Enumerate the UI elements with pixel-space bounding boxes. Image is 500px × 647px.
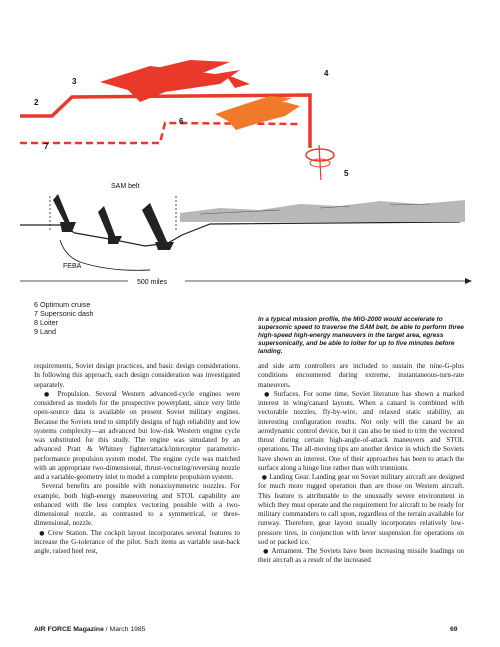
legend-item: 7 Supersonic dash <box>34 309 94 318</box>
legend <box>34 300 94 336</box>
figure-caption: In a typical mission profile, the MiG-2000 would accelerate to supersonic speed to traverse the SAM belt, be able to perform three high-speed high-energy maneuvers in the target area, egress supersonically, and be able to loiter for up to five minutes before landing. <box>258 316 464 355</box>
paragraph: ● Crew Station. The cockpit layout incorporates several features to increase the G-tolerance of the pilot. Such items as variable seat-back angle, raised heel rest, <box>34 528 240 555</box>
distance-label: 500 miles <box>137 279 167 286</box>
paragraph: ● Propulsion. Several Western advanced-cycle engines were considered as models for the prospective powerplant, since very little open-source data is available on present Soviet military engines. Because the Soviets tend to simplify designs of high reliability and low systems complexity—an advanced but low-risk Western engine cycle was substituted for this study. The engine was simulated by an advanced Pratt & Whitney fighter/attack/interceptor parametric-performance propulsion system model. The engine cycle was matched with an appropriate two-dimensional, thrust-vectoring/reversing nozzle and a variable-geometry inlet to model a complete propulsion system. <box>34 389 240 481</box>
paragraph: requirements, Soviet design practices, and basic design considerations. In following this approach, each design consideration was investigated separately. <box>34 362 240 389</box>
sam-launchers <box>53 194 174 250</box>
bullet-icon: ● <box>44 390 53 398</box>
route-label-6: 6 <box>179 117 184 126</box>
sam-belt-label: SAM belt <box>111 183 140 190</box>
bullet-icon: ● <box>264 390 271 398</box>
paragraph: ● Landing Gear. Landing gear on Soviet military aircraft are designed for much more rugged operation than are those on Western aircraft. This feature is attributable to the unusually severe environment in which they must operate and the requirement for aircraft to be ready for military commanders to call upon, regardless of the terrain available for runway. Therefore, gear layout usually incorporates relatively low-pressure tires, in conjunction with lever suspension for operations on sod or packed ice. <box>258 473 464 546</box>
paragraph: ● Armament. The Soviets have been increasing missile loadings on their aircraft as a result of the increased <box>258 547 464 565</box>
paragraph: Several benefits are possible with nonaxisymmetric nozzles. For example, both high-energy maneuvering and STOL capability are enhanced with the less complex vectoring possible with a two-dimensional nozzle, as contrasted to a symmetrical, or three-dimensional, nozzle. <box>34 482 240 528</box>
terrain-horizon <box>180 200 465 222</box>
text-column-right <box>258 362 464 566</box>
route-label-2: 2 <box>34 98 39 107</box>
bullet-icon: ● <box>261 474 268 481</box>
feba-label: FEBA <box>63 263 82 270</box>
distance-arrowhead <box>465 278 472 284</box>
legend-item: 6 Optimum cruise <box>34 300 91 309</box>
bullet-icon: ● <box>39 529 46 537</box>
legend-item: 9 Land <box>34 327 56 336</box>
bullet-icon: ● <box>263 548 270 555</box>
route-label-3: 3 <box>72 77 77 86</box>
loiter-spin-line <box>319 145 321 180</box>
text-column-left <box>34 362 240 556</box>
route-dash-line <box>20 123 298 143</box>
route-label-7: 7 <box>44 142 49 151</box>
route-label-4: 4 <box>324 69 329 78</box>
page-number: 69 <box>450 626 458 633</box>
ground-line <box>20 222 460 246</box>
legend-item: 8 Loiter <box>34 318 58 327</box>
paragraph: and side arm controllers are included to sustain the nine-G-plus conditions encountered during extreme, instantaneous-turn-rate maneuvers. <box>258 362 464 389</box>
route-label-5: 5 <box>344 169 349 178</box>
footer-magazine: AIR FORCE Magazine / March 1985 <box>34 626 146 633</box>
mission-profile-diagram <box>0 0 500 300</box>
paragraph: ● Surfaces. For some time, Soviet literature has shown a marked interest in wing/canard layouts. When a canard is combined with vectorable nozzles, fly-by-wire, and relaxed static stability, an interesting configuration results. Not only will the canard be an aerodynamic control device, but it can also be used to trim the vectored thrust during certain high-angle-of-attack maneuvers and STOL operations. The all-moving tips are another device in which the Soviets have shown an interest. One of their approaches has been to attach the surface along a hinge line rather than with trunnions. <box>258 389 464 472</box>
